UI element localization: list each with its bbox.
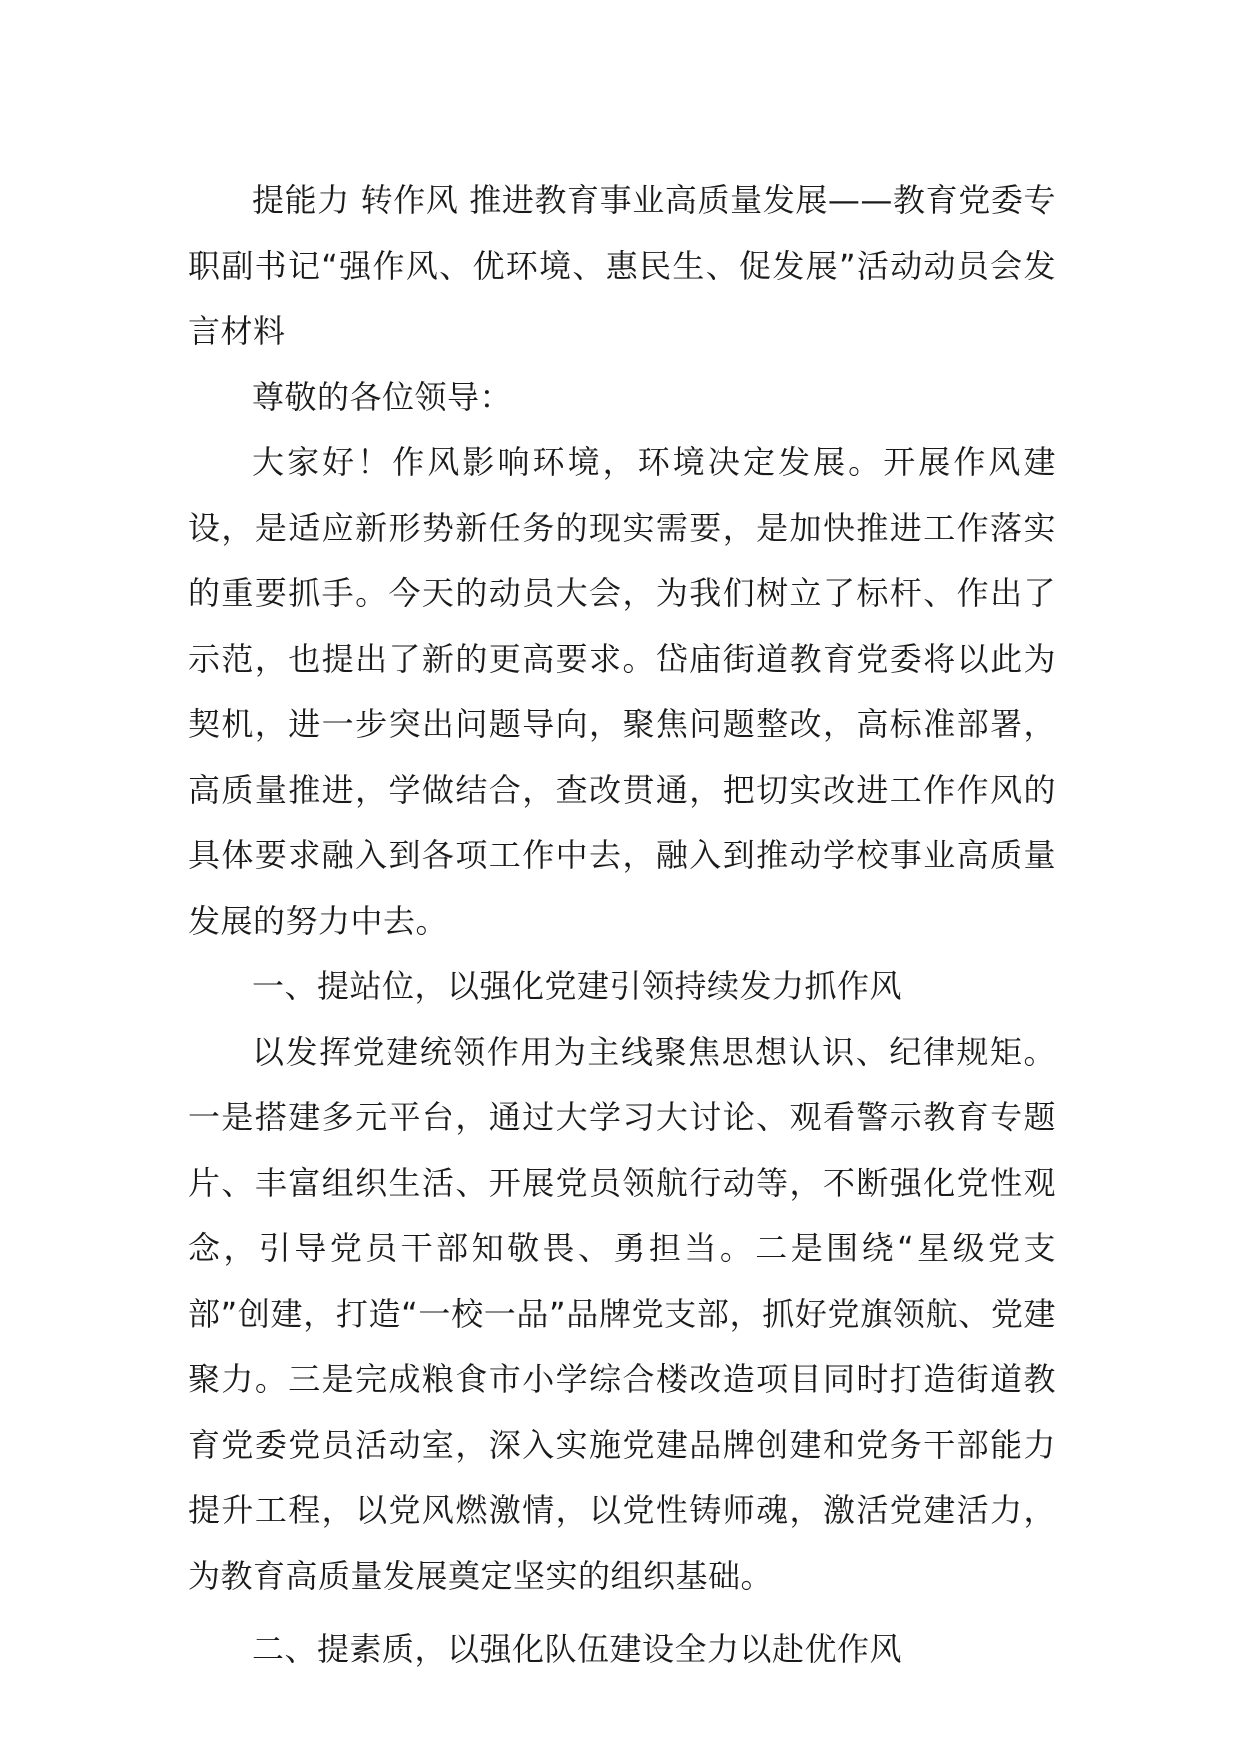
intro-paragraph: 大家好！作风影响环境，环境决定发展。开展作风建设，是适应新形势新任务的现实需要，是加快推进工作落实的重要抓手。今天的动员大会，为我们树立了标杆、作出了示范，也提出了新的更高要求。岱庙街道教育党委将以此为契机，进一步突出问题导向，聚焦问题整改，高标准部署，高质量推进，学做结合，查改贯通，把切实改进工作作风的具体要求融入到各项工作中去，融入到推动学校事业高质量发展的努力中去。	[188, 443, 1056, 940]
document-body	[188, 168, 1056, 1683]
section-1-paragraph: 以发挥党建统领作用为主线聚焦思想认识、纪律规矩。一是搭建多元平台，通过大学习大讨论、观看警示教育专题片、丰富组织生活、开展党员领航行动等，不断强化党性观念，引导党员干部知敬畏、勇担当。二是围绕“星级党支部”创建，打造“一校一品”品牌党支部，抓好党旗领航、党建聚力。三是完成粮食市小学综合楼改造项目同时打造街道教育党委党员活动室，深入实施党建品牌创建和党务干部能力提升工程，以党风燃激情，以党性铸师魂，激活党建活力，为教育高质量发展奠定坚实的组织基础。	[188, 1032, 1056, 1595]
section-heading-2: 二、提素质，以强化队伍建设全力以赴优作风	[252, 1630, 903, 1668]
salutation: 尊敬的各位领导：	[252, 377, 513, 416]
section-heading-1: 一、提站位，以强化党建引领持续发力抓作风	[252, 967, 903, 1005]
document-title: 提能力 转作风 推进教育事业高质量发展——教育党委专职副书记“强作风、优环境、惠民生、促发展”活动动员会发言材料	[188, 181, 1056, 350]
